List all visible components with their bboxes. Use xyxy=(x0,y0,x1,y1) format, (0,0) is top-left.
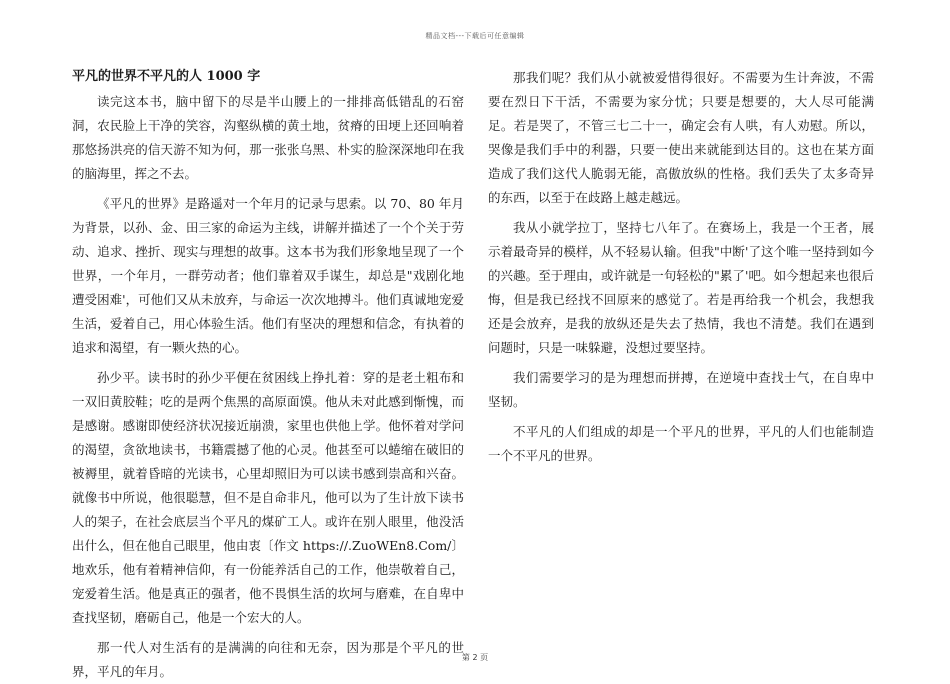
paragraph: 不平凡的人们组成的却是一个平凡的世界，平凡的人们也能制造一个不平凡的世界。 xyxy=(488,424,874,463)
paragraph: 我们需要学习的是为理想而拼搏，在逆境中查找士气，在自卑中坚韧。 xyxy=(488,370,874,409)
paragraph: 那我们呢？我们从小就被爱惜得很好。不需要为生计奔波，不需要在烈日下干活，不需要为家分忧；只要是想要的，大人尽可能满足。若是哭了，不管三七二十一，确定会有人哄，有人劝慰。所以，哭像是我们手中的利器，只要一使出来就能到达目的。这也在某方面造成了我们这代人脆弱无能，高傲放纵的性格。我们丢失了太多奇异的东西，以至于在歧路上越走越远。 xyxy=(488,70,874,205)
left-column xyxy=(72,66,464,684)
paragraph: 孙少平。读书时的孙少平便在贫困线上挣扎着：穿的是老土粗布和一双旧黄胶鞋；吃的是两个焦黑的高原面馍。他从未对此感到惭愧，而是感谢。感谢即使经济状况接近崩溃，家里也供他上学。他怀着对学问的渴望，贪欲地读书，书籍震撼了他的心灵。他甚至可以蜷缩在破旧的被褥里，就着昏暗的光读书，心里却照旧为可以读书感到崇高和兴奋。就像书中所说，他很聪慧，但不是自命非凡，他可以为了生计放下读书人的架子，在社会底层当个平凡的煤矿工人。或许在别人眼里，他没活出什么，但在他自己眼里，他由衷〔作文 https://.ZuoWEn8.Com/〕地欢乐，他有着精神信仰，有一份能养活自己的工作，他崇敬着自己，宠爱着生活。他是真正的强者，他不畏惧生活的坎坷与磨难，在自卑中查找坚韧，磨砺自己，他是一个宏大的人。 xyxy=(72,370,464,625)
paragraph: 我从小就学拉丁，坚持七八年了。在赛场上，我是一个王者，展示着最奇异的模样，从不轻易认输。但我"中断'了这个唯一坚持到如今的兴趣。至于理由，或许就是一句轻松的"累了'吧。如今想起来也很后悔，但是我已经找不回原来的感觉了。若是再给我一个机会，我想我还是会放弃，是我的放纵还是失去了热情，我也不清楚。我们在遇到问题时，只是一味躲避，没想过要坚持。 xyxy=(488,220,874,355)
right-column xyxy=(488,66,874,468)
page-number: 第 2 页 xyxy=(461,653,489,662)
page-header: 精品文档---下载后可任意编辑 xyxy=(425,32,525,40)
paragraph: 读完这本书，脑中留下的尽是半山腰上的一排排高低错乱的石窑洞，农民脸上干净的笑容，沟壑纵横的黄土地，贫瘠的田埂上还回响着那悠扬洪亮的信天游不知为何，那一张张乌黑、朴实的脸深深地印在我的脑海里，挥之不去。 xyxy=(72,94,464,181)
paragraph: 那一代人对生活有的是满满的向往和无奈，因为那是个平凡的世界，平凡的年月。 xyxy=(72,640,464,679)
paragraph: 《平凡的世界》是路遥对一个年月的记录与思索。以 70、80 年月为背景，以孙、金、田三家的命运为主线，讲解并描述了一个个关于劳动、追求、挫折、现实与理想的故事。这本书为我们形象地呈现了一个世界，一个年月，一群劳动者；他们靠着双手谋生，却总是"戏剧化地遭受困难'，可他们又从未放弃，与命运一次次地搏斗。他们真诚地宠爱生活，爱着自己，用心体验生活。他们有坚决的理想和信念，有执着的追求和渴望，有一颗火热的心。 xyxy=(72,196,464,355)
article-title: 平凡的世界不平凡的人 1000 字 xyxy=(72,69,261,84)
